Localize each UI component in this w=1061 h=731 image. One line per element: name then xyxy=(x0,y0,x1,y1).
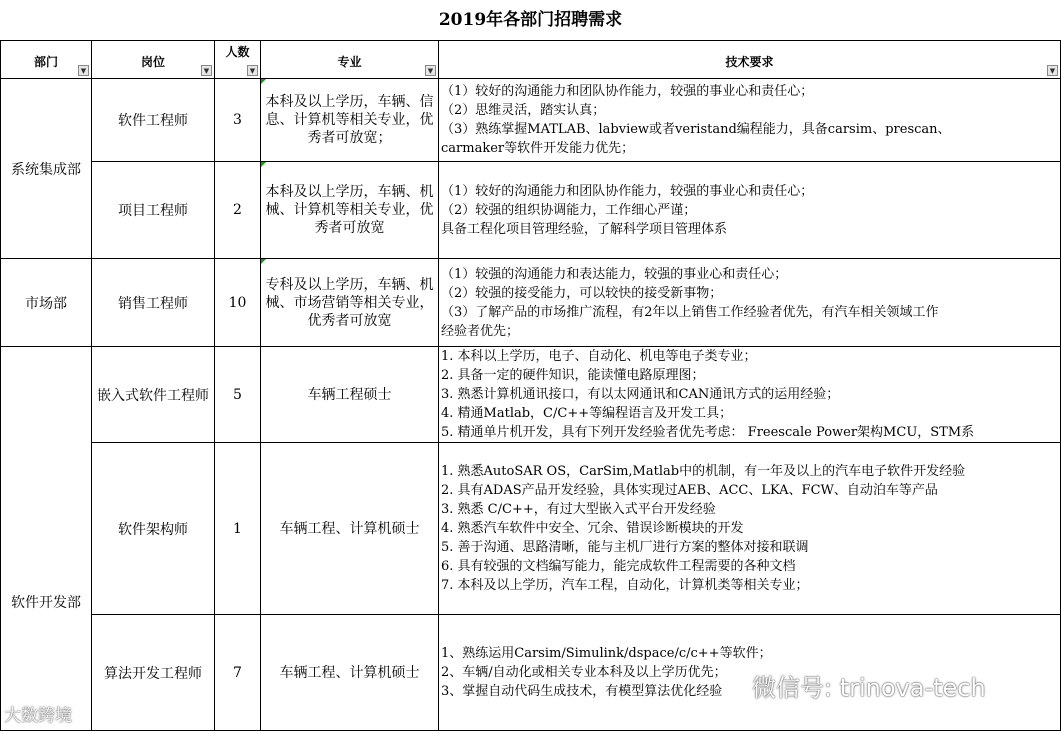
requirement-line: 2. 具备一定的硬件知识，能读懂电路原理图； xyxy=(441,368,705,383)
header-dept: 部门 ▼ xyxy=(1,41,92,79)
requirement-line: 4. 熟悉汽车软件中安全、冗余、错误诊断模块的开发 xyxy=(441,521,744,536)
requirement-line: 经验者优先； xyxy=(441,323,520,339)
requirements-cell xyxy=(439,162,1061,259)
count-cell: 5 xyxy=(215,347,261,443)
position-cell: 算法开发工程师 xyxy=(92,615,215,731)
requirement-line: carmaker等软件开发能力优先； xyxy=(441,141,635,156)
major-cell: 本科及以上学历，车辆、信息、计算机等相关专业，优秀者可放宽； xyxy=(261,79,439,162)
requirement-line: （1）较强的沟通能力和表达能力，较强的事业心和责任心； xyxy=(441,266,788,282)
requirements-cell xyxy=(439,79,1061,162)
requirement-line: （2）较强的接受能力，可以较快的接受新事物； xyxy=(441,285,723,301)
header-major: 专业 ▼ xyxy=(261,41,439,79)
dept-cell: 系统集成部 xyxy=(1,79,92,259)
requirements-cell xyxy=(439,443,1061,615)
position-cell: 销售工程师 xyxy=(92,259,215,347)
count-cell: 10 xyxy=(215,259,261,347)
header-count: 人数 ▼ xyxy=(215,41,261,79)
position-cell: 嵌入式软件工程师 xyxy=(92,347,215,443)
requirement-line: 3. 熟悉计算机通讯接口，有以太网通讯和CAN通讯方式的运用经验； xyxy=(441,387,840,402)
count-cell: 3 xyxy=(215,79,261,162)
major-cell: 车辆工程、计算机硕士 xyxy=(261,443,439,615)
requirement-line: 1. 本科以上学历，电子、自动化、机电等电子类专业； xyxy=(441,349,757,364)
major-cell: 车辆工程、计算机硕士 xyxy=(261,615,439,731)
requirement-line: 5. 精通单片机开发，具有下列开发经验者优先考虑： Freescale Power架构MCU，STM系 xyxy=(441,425,975,440)
filter-dropdown-icon[interactable]: ▼ xyxy=(247,65,258,76)
table-row xyxy=(1,347,1061,443)
requirement-line: 4. 精通Matlab，C/C++等编程语言及开发工具； xyxy=(441,406,733,421)
requirement-line: 3、掌握自动代码生成技术，有模型算法优化经验 xyxy=(441,684,723,699)
filter-dropdown-icon[interactable]: ▼ xyxy=(425,65,436,76)
table-row xyxy=(1,259,1061,347)
major-cell: 专科及以上学历，车辆、机械、市场营销等相关专业，优秀者可放宽 xyxy=(261,259,439,347)
recruitment-table xyxy=(0,40,1061,731)
position-cell: 软件架构师 xyxy=(92,443,215,615)
watermark-logo-left: 大数跨境 xyxy=(4,706,72,726)
requirement-line: 2. 具有ADAS产品开发经验，具体实现过AEB、ACC、LKA、FCW、自动泊车等产品 xyxy=(441,483,938,498)
position-cell: 软件工程师 xyxy=(92,79,215,162)
requirement-line: 2、车辆/自动化或相关专业本科及以上学历优先； xyxy=(441,665,727,680)
count-cell: 7 xyxy=(215,615,261,731)
requirement-line: （3）熟练掌握MATLAB、labview或者veristand编程能力，具备carsim、prescan、 xyxy=(441,122,951,137)
requirement-line: （1）较好的沟通能力和团队协作能力，较强的事业心和责任心； xyxy=(441,84,814,99)
header-row xyxy=(1,41,1061,79)
dept-cell: 市场部 xyxy=(1,259,92,347)
position-cell: 项目工程师 xyxy=(92,162,215,259)
major-cell: 车辆工程硕士 xyxy=(261,347,439,443)
filter-dropdown-icon[interactable]: ▼ xyxy=(78,65,89,76)
requirement-line: 5. 善于沟通、思路清晰，能与主机厂进行方案的整体对接和联调 xyxy=(441,540,809,555)
major-cell: 本科及以上学历，车辆、机械、计算机等相关专业，优秀者可放宽 xyxy=(261,162,439,259)
requirement-line: （2）较强的组织协调能力，工作细心严谨； xyxy=(441,202,697,218)
count-cell: 1 xyxy=(215,443,261,615)
header-requirements: 技术要求 ▼ xyxy=(439,41,1061,79)
requirement-line: 1、熟练运用Carsim/Simulink/dspace/c/c++等软件； xyxy=(441,646,772,661)
requirement-line: （1）较好的沟通能力和团队协作能力，较强的事业心和责任心； xyxy=(441,183,814,199)
header-position: 岗位 ▼ xyxy=(92,41,215,79)
filter-dropdown-icon[interactable]: ▼ xyxy=(1047,65,1058,76)
sheet-title: 2019年各部门招聘需求 xyxy=(0,0,1061,41)
requirement-line: 3. 熟悉 C/C++，有过大型嵌入式平台开发经验 xyxy=(441,502,716,517)
requirement-line: 具备工程化项目管理经验，了解科学项目管理体系 xyxy=(441,221,728,237)
requirement-line: 7. 本科及以上学历，汽车工程，自动化，计算机类等相关专业； xyxy=(441,578,809,593)
table-row xyxy=(1,162,1061,259)
table-row xyxy=(1,79,1061,162)
requirement-line: （2）思维灵活，踏实认真； xyxy=(441,103,606,118)
table-row xyxy=(1,443,1061,615)
requirements-cell xyxy=(439,347,1061,443)
filter-dropdown-icon[interactable]: ▼ xyxy=(201,65,212,76)
requirements-cell xyxy=(439,259,1061,347)
watermark-wechat: 微信号: trinova-tech xyxy=(752,674,986,702)
count-cell: 2 xyxy=(215,162,261,259)
requirement-line: 6. 具有较强的文档编写能力，能完成软件工程需要的各种文档 xyxy=(441,559,796,574)
requirement-line: （3）了解产品的市场推广流程，有2年以上销售工作经验者优先，有汽车相关领域工作 xyxy=(441,304,939,320)
dept-cell: 软件开发部 xyxy=(1,347,92,731)
requirement-line: 1. 熟悉AutoSAR OS，CarSim,Matlab中的机制，有一年及以上的汽车电子软件开发经验 xyxy=(441,464,966,479)
